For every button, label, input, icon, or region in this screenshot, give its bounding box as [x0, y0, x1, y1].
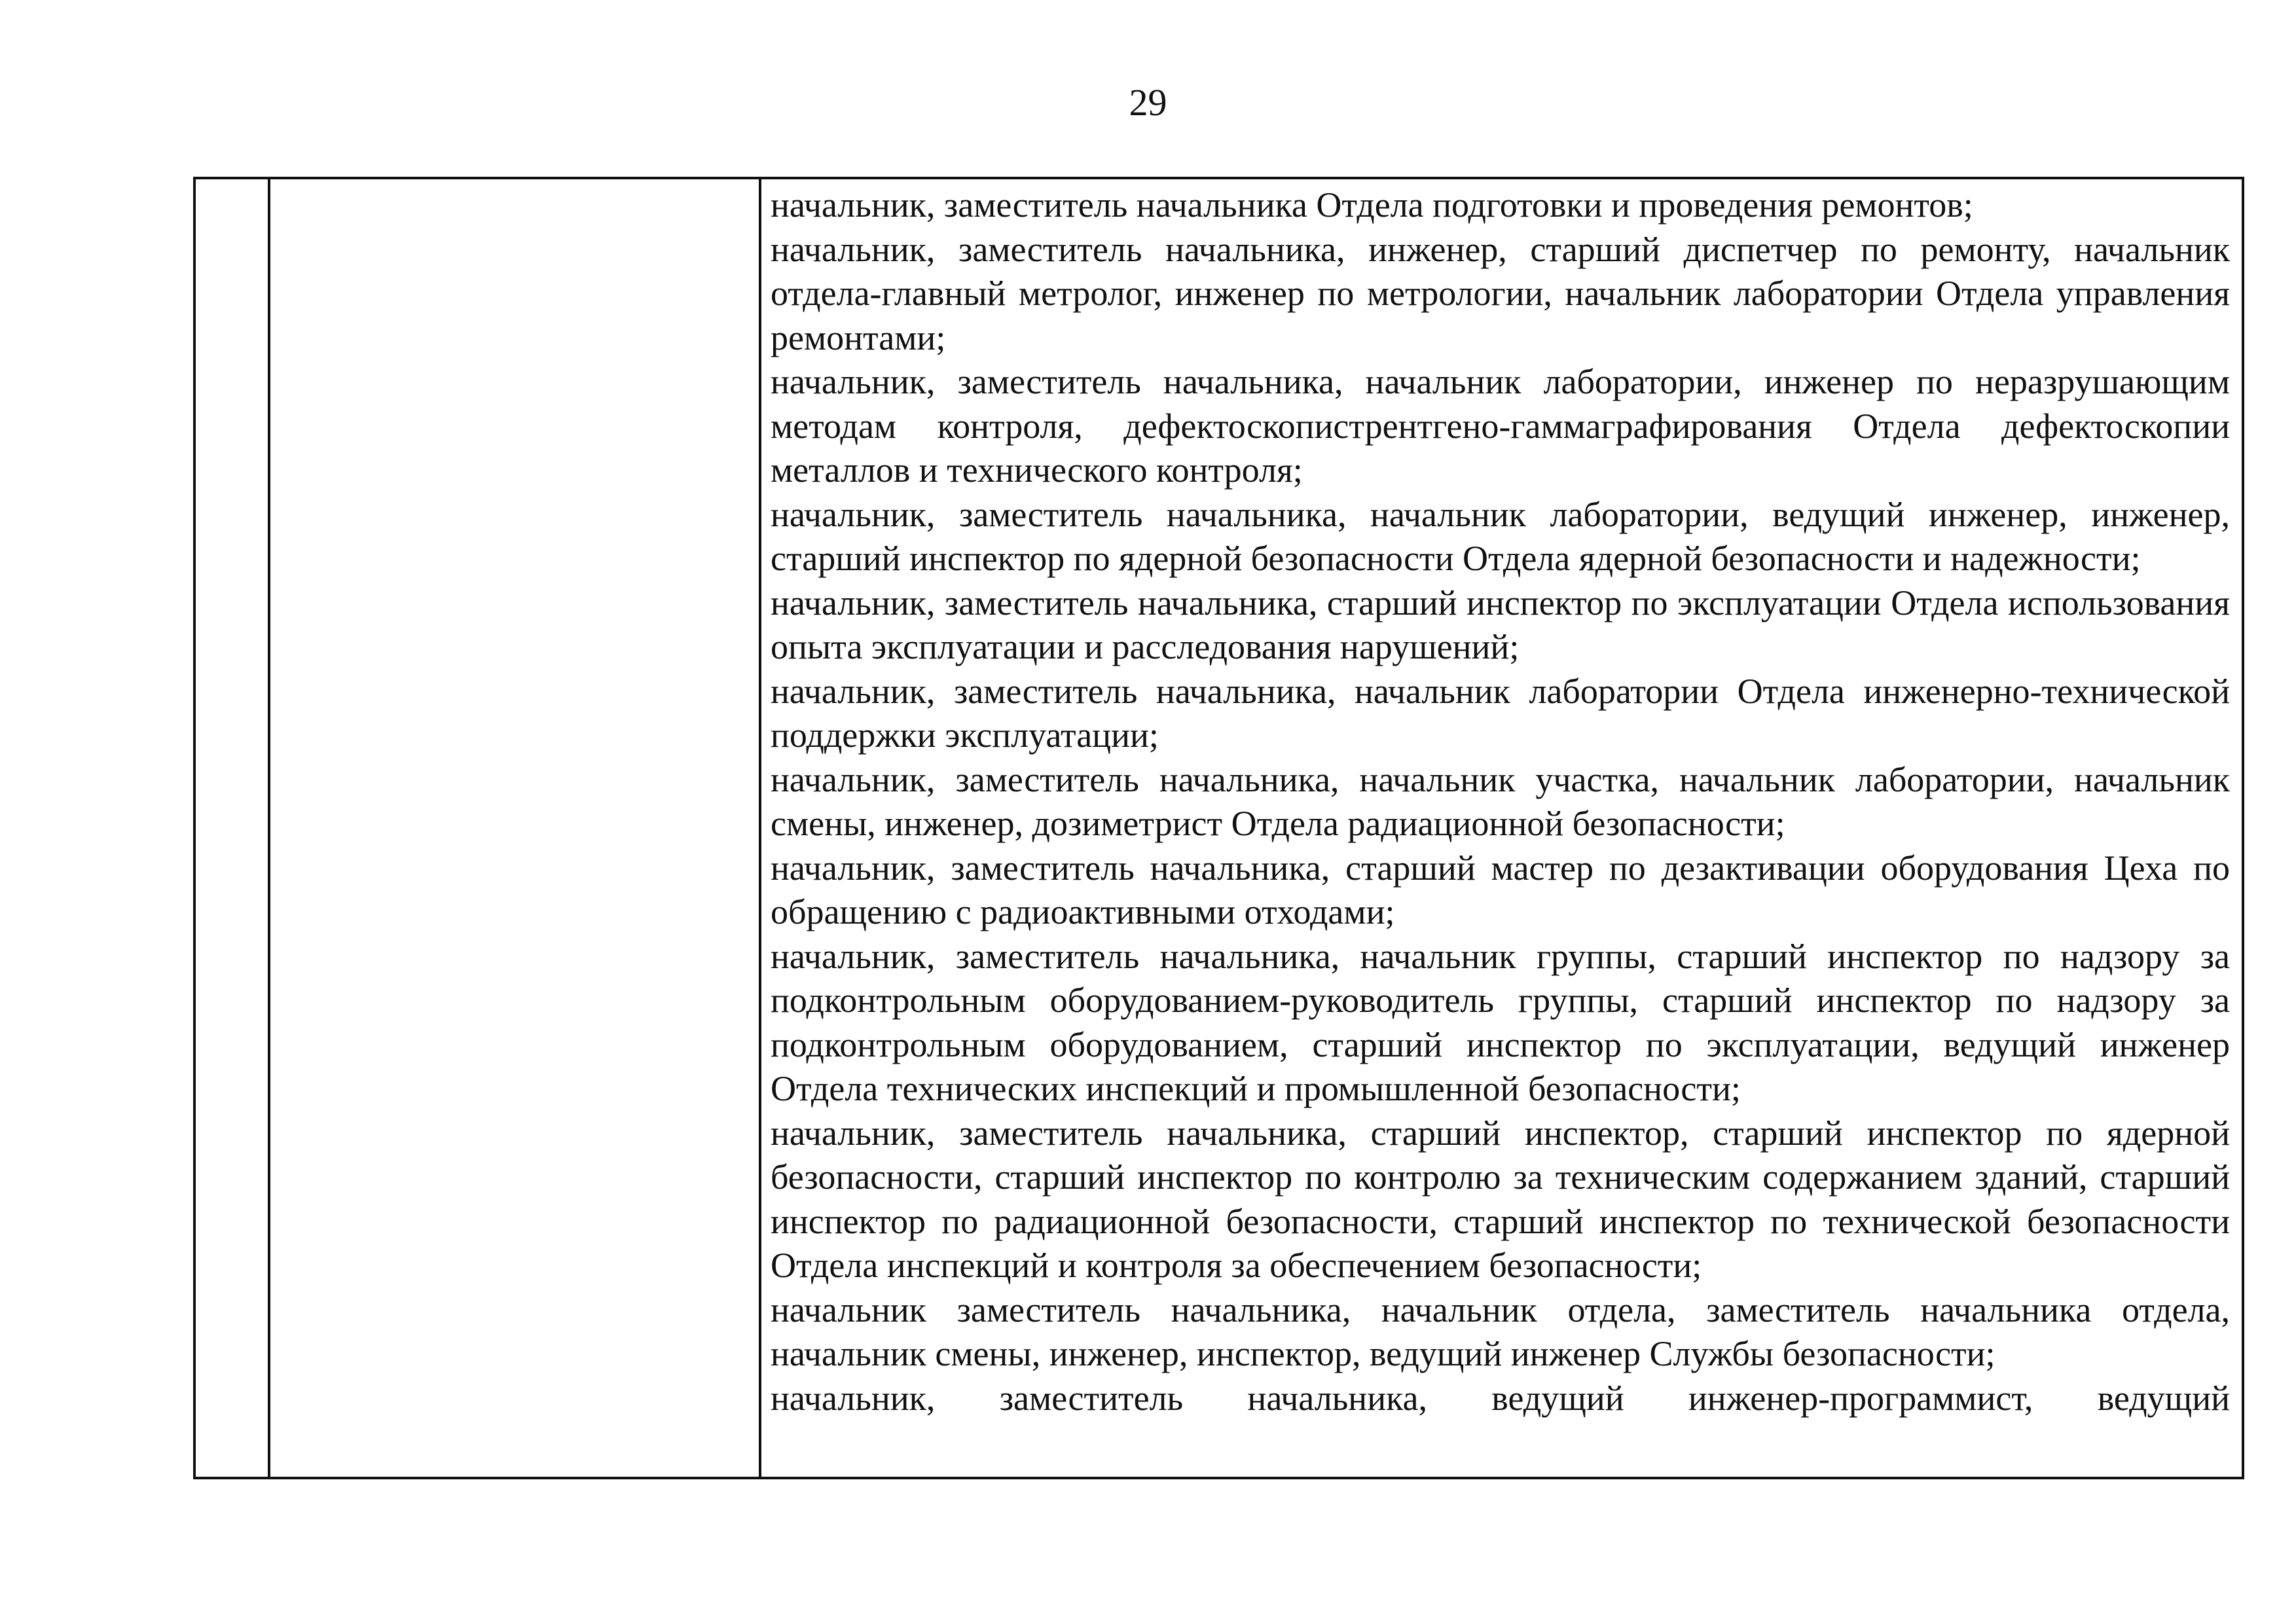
document-table [193, 177, 2244, 1479]
position-entry: начальник, заместитель начальника Отдела подготовки и проведения ремонтов; [771, 185, 1973, 225]
position-entry: начальник, заместитель начальника, старший инспектор по эксплуатации Отдела использования опыта эксплуатации и расследования нарушений; [771, 583, 2230, 666]
position-entry: начальник, заместитель начальника, ведущий инженер-программист, ведущий [771, 1378, 2230, 1418]
position-entry: начальник заместитель начальника, начальник отдела, заместитель начальника отдела, начальник смены, инженер, инспектор, ведущий инженер Службы безопасности; [771, 1290, 2230, 1373]
position-entry: начальник, заместитель начальника, старший инспектор, старший инспектор по ядерной безопасности, старший инспектор по контролю за техническим содержанием зданий, старший инспектор по радиационной безопасности, старший инспектор по технической безопасности Отдела инспекций и контроля за обеспечением безопасности; [771, 1113, 2230, 1285]
position-entry: начальник, заместитель начальника, начальник лаборатории, инженер по неразрушающим методам контроля, дефектоскопистрентгено-гаммаграфирования Отдела дефектоскопии металлов и технического контроля; [771, 362, 2230, 490]
position-entry: начальник, заместитель начальника, начальник лаборатории, ведущий инженер, инженер, старший инспектор по ядерной безопасности Отдела ядерной безопасности и надежности; [771, 494, 2230, 578]
position-entry: начальник, заместитель начальника, начальник группы, старший инспектор по надзору за подконтрольным оборудованием-руководитель группы, старший инспектор по надзору за подконтрольным оборудованием, старший инспектор по эксплуатации, ведущий инженер Отдела технических инспекций и промышленной безопасности; [771, 936, 2230, 1108]
positions-cell [771, 183, 2230, 1477]
column-divider-2 [759, 179, 761, 1477]
position-entry: начальник, заместитель начальника, старший мастер по дезактивации оборудования Цеха по обращению с радиоактивными отходами; [771, 848, 2230, 931]
page-number: 29 [1129, 81, 1167, 124]
position-entry: начальник, заместитель начальника, начальник участка, начальник лаборатории, начальник смены, инженер, дозиметрист Отдела радиационной безопасности; [771, 759, 2230, 843]
position-entry: начальник, заместитель начальника, начальник лаборатории Отдела инженерно-технической поддержки эксплуатации; [771, 671, 2230, 755]
column-divider-1 [268, 179, 270, 1477]
position-entry: начальник, заместитель начальника, инженер, старший диспетчер по ремонту, начальник отдела-главный метролог, инженер по метрологии, начальник лаборатории Отдела управления ремонтами; [771, 229, 2230, 357]
